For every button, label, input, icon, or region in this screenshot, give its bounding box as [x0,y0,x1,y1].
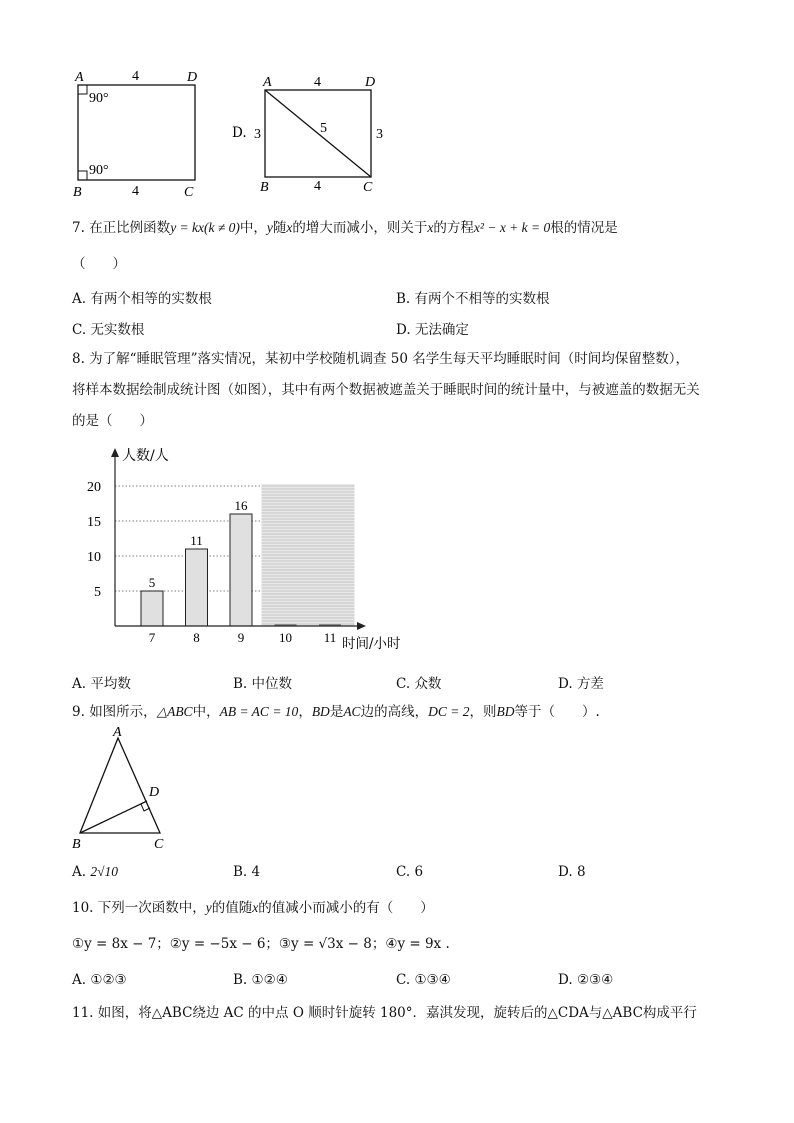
option-letter: B. [233,972,248,988]
option-letter: D. [558,972,573,988]
label-d: D [187,70,198,85]
label-a: A [113,725,122,740]
q8-stem-line1: 8. 为了解“睡眠管理”落实情况，某初中学校随机调查 50 名学生每天平均睡眠时间（时间均保留整数）， [72,351,689,367]
q7-var: x [286,220,293,235]
option-text: 方差 [576,676,604,692]
option-letter: B. [233,864,248,880]
option-letter: B. [233,676,248,692]
q7-option-b[interactable] [396,287,550,307]
q10-option-c[interactable] [396,972,451,988]
option-letter: A. [72,972,87,988]
q7-equation: x² − x + k = 0 [473,220,551,235]
option-letter: C. [396,864,411,880]
top-length: 4 [314,75,321,90]
bottom-length: 4 [132,184,139,199]
label-a: A [75,70,84,85]
q9-option-d[interactable] [558,864,586,880]
bar [186,549,208,626]
q9-condition: DC = 2 [428,704,470,719]
q8-stem-line3: 的是（ ） [72,413,153,429]
label-b: B [73,185,82,200]
option-d-label: D. [232,125,247,141]
q10-functions: ①y = 8x − 7；②y = −5x − 6；③y = √3x − 8；④y = 9x . [72,936,450,952]
label-b: B [72,837,81,852]
q10-var: y [205,900,212,915]
x-tick-label: 7 [148,630,156,645]
q9-text: ， [298,704,312,720]
y-tick-label: 15 [87,515,101,530]
q9-segment: AC [343,704,361,719]
option-letter: C. [72,322,87,338]
option-text: 有两个不相等的实数根 [414,291,550,307]
x-axis-label: 时间/小时 [342,636,401,652]
q7-number: 7. [72,220,85,236]
q9-segment: BD [311,704,330,719]
q9-text: 等于（ ）. [514,704,600,720]
bar-data-label: 11 [190,533,203,548]
bar [141,591,163,626]
option-text: ①②③ [90,972,127,988]
q9-text: ，则 [469,704,497,720]
label-c: C [363,180,373,195]
x-tick-label: 11 [323,630,337,645]
q9-triangle-figure [70,725,180,855]
q9-number: 9. [72,704,85,720]
sleep-bar-chart [70,440,420,660]
option-text: 无实数根 [90,322,145,338]
q7-text: 在正比例函数 [89,220,171,236]
top-length: 4 [132,69,139,84]
q7-text: 随 [272,220,287,236]
q9-triangle: △ABC [156,704,193,719]
option-text: 有两个相等的实数根 [90,291,212,307]
option-letter: D. [396,322,411,338]
bar-data-label: 5 [148,575,156,590]
y-tick-label: 20 [87,480,101,495]
label-b: B [260,180,269,195]
option-letter: A. [72,291,87,307]
option-text: 中位数 [251,676,293,692]
q7-text: 中， [239,220,267,236]
option-text: 6 [414,864,424,880]
q9-text: 中， [192,704,220,720]
q9-option-a[interactable] [72,864,118,880]
q8-option-b[interactable] [233,672,292,692]
y-tick-label: 10 [87,550,101,565]
q8-option-d[interactable] [558,672,604,692]
q7-option-c[interactable] [72,318,144,338]
q9-option-c[interactable] [396,864,423,880]
q9-stem [72,703,600,721]
diagonal-length: 5 [320,121,327,136]
covered-area [262,484,355,626]
option-text: 无法确定 [414,322,469,338]
q7-text: 根的情况是 [550,220,618,236]
option-letter: A. [72,676,87,692]
bar-data-label: 16 [234,498,248,513]
q10-text: 的值减小而减小的有（ ） [258,900,434,916]
q8-option-c[interactable] [396,672,441,692]
q9-text: 如图所示， [89,704,157,720]
y-axis-label: 人数/人 [122,448,169,464]
x-axis-arrow [357,622,366,630]
option-letter: C. [396,972,411,988]
bar [230,514,252,626]
q9-text: 边的高线， [360,704,429,720]
right-length: 3 [376,127,383,142]
option-text: 8 [576,864,586,880]
angle-top: 90° [89,91,109,106]
left-length: 3 [254,127,261,142]
label-d: D [365,75,376,90]
q9-condition: AB = AC = 10 [219,704,299,719]
q10-option-b[interactable] [233,972,288,988]
option-text: 众数 [414,676,442,692]
q10-option-d[interactable] [558,972,613,988]
option-text: 平均数 [90,676,131,692]
q7-var: y [266,220,273,235]
y-axis-arrow [111,448,119,457]
q7-option-a[interactable] [72,287,212,307]
q8-option-a[interactable] [72,672,131,692]
q7-function: y = kx(k ≠ 0) [170,220,240,235]
x-tick-label: 10 [279,630,292,645]
label-c: C [184,185,194,200]
option-letter: D. [558,864,573,880]
option-text: ①②④ [251,972,288,988]
angle-bottom: 90° [89,163,109,178]
option-letter: D. [558,676,573,692]
q7-answer-paren: （ ） [72,256,126,272]
option-letter: B. [396,291,411,307]
label-d: D [149,785,160,800]
q10-stem [72,899,434,917]
left-rectangle-figure [73,69,197,200]
q8-stem-line2: 将样本数据绘制成统计图（如图），其中有两个数据被遮盖关于睡眠时间的统计量中，与被遮盖的数据无关 [72,382,700,398]
option-text: ②③④ [576,972,614,988]
q10-number: 10. [72,900,94,916]
q10-text: 的值随 [211,900,253,916]
q7-text: 的增大而减小，则关于 [292,220,428,236]
option-text: ①③④ [414,972,451,988]
right-rectangle-figure [254,75,383,195]
q10-var: x [252,900,259,915]
q7-text: 的方程 [433,220,474,236]
label-c: C [154,837,164,852]
q10-option-a[interactable] [72,972,127,988]
q6-figures [60,60,400,200]
bottom-length: 4 [314,179,321,194]
x-tick-label: 9 [237,630,245,645]
option-text: 4 [251,864,261,880]
option-letter: C. [396,676,411,692]
option-text: 2√10 [90,864,119,879]
q10-text: 下列一次函数中， [97,900,206,916]
q11-stem: 11. 如图，将△ABC绕边 AC 的中点 O 顺时针旋转 180°．嘉淇发现，旋转后的△CDA与△ABC构成平行 [72,1005,697,1021]
label-a: A [263,75,272,90]
option-letter: A. [72,864,87,880]
x-tick-label: 8 [193,630,200,645]
q9-text: 是 [329,704,344,720]
y-tick-label: 5 [94,585,101,600]
q9-segment: BD [496,704,515,719]
q7-option-d[interactable] [396,318,469,338]
q7-stem [72,219,618,237]
q9-option-b[interactable] [233,864,260,880]
q7-var: x [427,220,434,235]
